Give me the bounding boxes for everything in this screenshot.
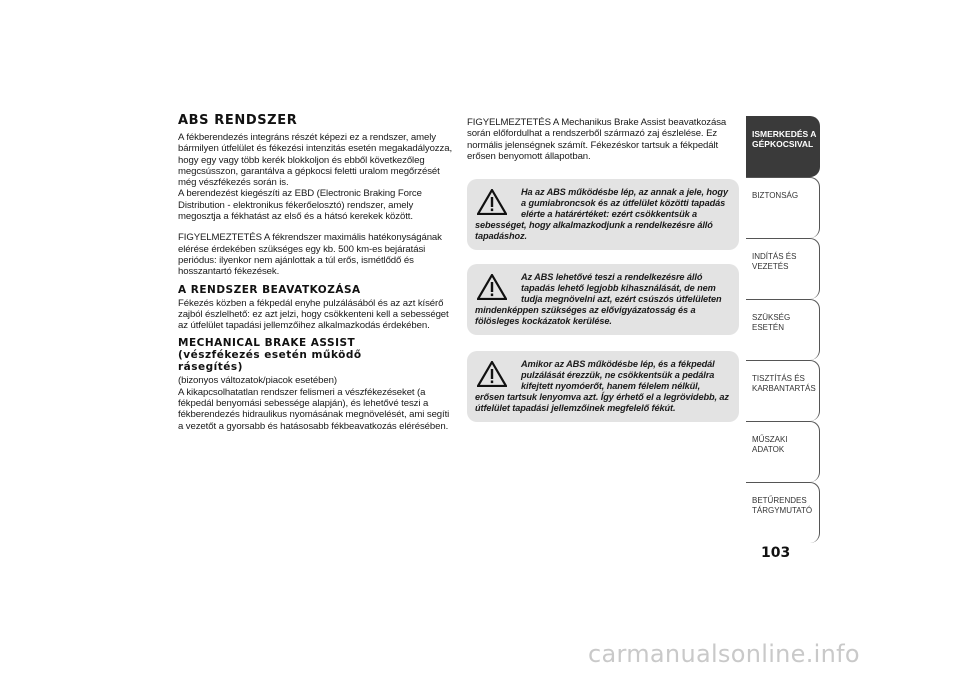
- tab-targymutato[interactable]: BETŰRENDES TÁRGYMUTATÓ: [746, 482, 820, 543]
- paragraph: A kikapcsolhatatlan rendszer felismeri a vészfékezéseket (a fékpedál benyomási sebessége alapján), és lehetővé teszi a fékberendezés hidraulikus nyomásának megnövelését, ami segíti a vezetőt a gyorsabb és hatásosabb fékbeavatkozás elérésében.: [178, 386, 450, 432]
- tab-inditas[interactable]: INDÍTÁS ÉS VEZETÉS: [746, 238, 820, 299]
- paragraph: Fékezés közben a fékpedál enyhe pulzálásából és az azt kísérő zajból észlelhető: ez azt jelzi, hogy csökkenteni kell a sebességet az útfelület tapadási jellemzőihez alkalmazkodás érdekében.: [178, 297, 449, 332]
- paragraph-warning: FIGYELMEZTETÉS A fékrendszer maximális hatékonyságának elérése érdekében szükséges egy kb. 500 km-es bejáratási periódus: ilyenkor nem ajánlottak a túl erős, ismétlődő és hosszantartó fékezések.: [178, 232, 442, 278]
- warning-icon: [477, 189, 507, 215]
- heading-mba: [178, 337, 453, 373]
- paragraph-variant-note: (bizonyos változatok/piacok esetében): [178, 375, 337, 387]
- paragraph: A berendezést kiegészíti az EBD (Electronic Braking Force Distribution - elektronikus fékerőelosztó) rendszer, amely megosztja a fékhatást az első és a hátsó kerekek között.: [178, 188, 422, 223]
- warning-text: Az ABS lehetővé teszi a rendelkezésre álló tapadás lehető legjobb kihasználását, de nem tudja megnövelni azt, ezért csúszós útfelületen mindenképpen szükséges az elővigyázatosság és a fölösleges kockázatok kerülése.: [475, 272, 722, 327]
- warning-text: Ha az ABS működésbe lép, az annak a jele, hogy a gumiabroncsok és az útfelület közötti tapadás elérte a határértéket: ezért csökkentsük a sebességet, hogy alkalmazkodjunk a rendelkezésre álló tapadáshoz.: [475, 187, 728, 242]
- right-column: [467, 117, 739, 422]
- left-column: [178, 113, 453, 432]
- tab-szukseg[interactable]: SZÜKSÉG ESETÉN: [746, 299, 820, 360]
- page-number: 103: [761, 545, 791, 561]
- paragraph: A fékberendezés integráns részét képezi ez a rendszer, amely bármilyen útfelület és fékezési intenzitás esetén megakadályozza, hogy egy vagy több kerék blokkoljon és ebből következőleg megcsússzon, garantálva a gépkocsi feletti uralom megőrzését még vészfékezés során is.: [178, 132, 453, 189]
- warning-text: Amikor az ABS működésbe lép, és a fékpedál pulzálását érezzük, ne csökkentsük a pedálra kifejtett nyomóerőt, hanem félelem nélkül, erősen tartsuk lenyomva azt. Így érhető el a legrövidebb, az útfelület tapadási jellemzőinek megfelelő fékút.: [475, 359, 729, 414]
- heading-intervention: A RENDSZER BEAVATKOZÁSA: [178, 283, 361, 296]
- chapter-tabs: [746, 116, 820, 543]
- tab-tisztitas[interactable]: TISZTÍTÁS ÉS KARBANTARTÁS: [746, 360, 820, 421]
- tab-ismerkedes[interactable]: ISMERKEDÉS A GÉPKOCSIVAL: [746, 116, 820, 177]
- warning-box: [467, 351, 739, 422]
- heading-mba-line1: MECHANICAL BRAKE ASSIST: [178, 337, 356, 350]
- warning-box: [467, 179, 739, 250]
- heading-mba-line3: rásegítés): [178, 361, 243, 374]
- tab-muszaki[interactable]: MŰSZAKI ADATOK: [746, 421, 820, 482]
- tab-biztonsag[interactable]: BIZTONSÁG: [746, 177, 820, 238]
- heading-abs: ABS RENDSZER: [178, 113, 298, 128]
- watermark: carmanualsonline.info: [588, 640, 860, 668]
- paragraph-warning: FIGYELMEZTETÉS A Mechanikus Brake Assist beavatkozása során előfordulhat a rendszerből származó zaj észlelése. Ez normális jelenségnek számít. Fékezéskor tartsuk a fékpedált erősen benyomott állapotban.: [467, 117, 727, 162]
- warning-box: [467, 264, 739, 335]
- warning-icon: [477, 361, 507, 387]
- warning-icon: [477, 274, 507, 300]
- heading-mba-line2: (vészfékezés esetén működő: [178, 349, 362, 362]
